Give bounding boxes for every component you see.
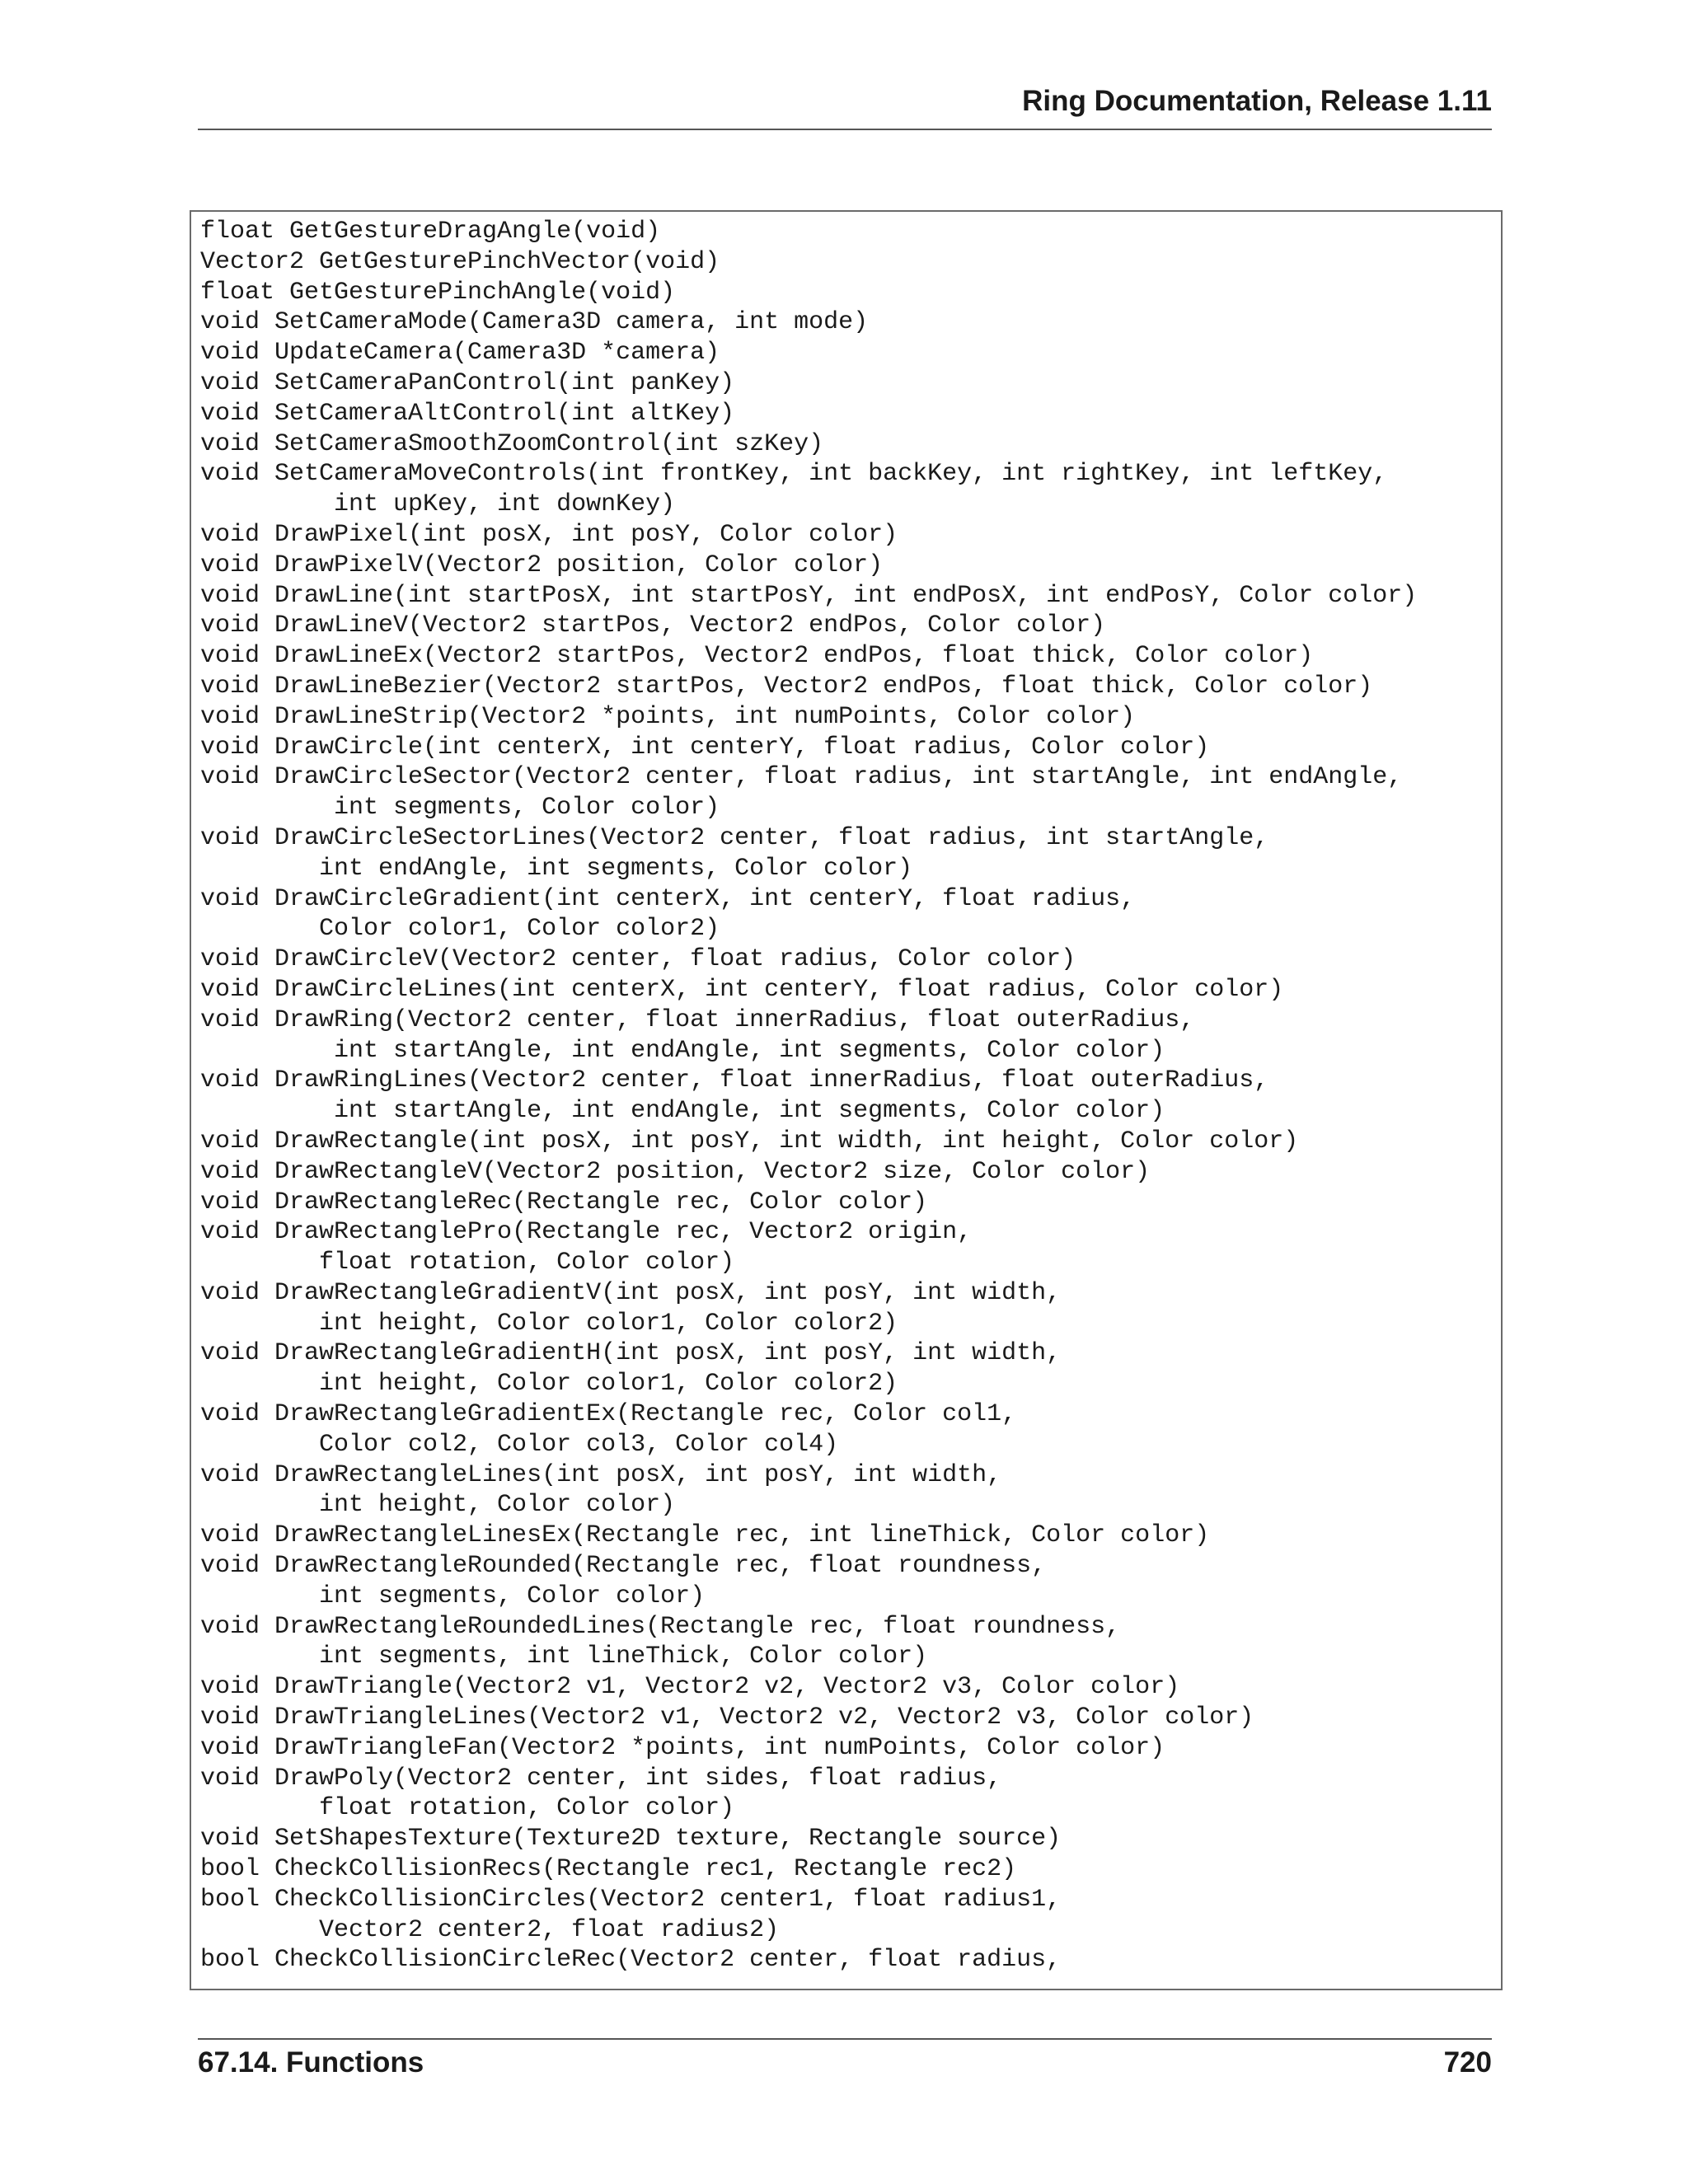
code-line: Color color1, Color color2) bbox=[200, 915, 720, 944]
code-line: void DrawCircleSectorLines(Vector2 center, float radius, int startAngle, bbox=[200, 823, 1269, 852]
page-header bbox=[198, 85, 1492, 130]
code-line: void DrawRectangleRoundedLines(Rectangle rec, float roundness, bbox=[200, 1612, 1121, 1641]
code-line: void DrawPixelV(Vector2 position, Color color) bbox=[200, 551, 884, 579]
code-line: Vector2 center2, float radius2) bbox=[200, 1915, 780, 1944]
code-line: void SetCameraMoveControls(int frontKey, int backKey, int rightKey, int leftKey, bbox=[200, 460, 1388, 489]
code-line: void DrawLineBezier(Vector2 startPos, Vector2 endPos, float thick, Color color) bbox=[200, 672, 1373, 701]
page-footer bbox=[198, 2038, 1492, 2079]
code-line: void SetShapesTexture(Texture2D texture, Rectangle source) bbox=[200, 1825, 1062, 1854]
code-line: int segments, int lineThick, Color color) bbox=[200, 1643, 928, 1671]
code-line: void SetCameraSmoothZoomControl(int szKey) bbox=[200, 429, 824, 458]
code-lines bbox=[200, 217, 1417, 1975]
code-line: int segments, Color color) bbox=[200, 1582, 706, 1610]
code-line: void DrawCircleSector(Vector2 center, float radius, int startAngle, int endAngle, bbox=[200, 763, 1403, 792]
code-line: void DrawCircleLines(int centerX, int centerY, float radius, Color color) bbox=[200, 975, 1284, 1004]
document-title: Ring Documentation, Release 1.11 bbox=[1022, 85, 1492, 117]
code-line: void DrawRectangleGradientEx(Rectangle rec, Color col1, bbox=[200, 1400, 1017, 1429]
code-line: void SetCameraAltControl(int altKey) bbox=[200, 399, 735, 428]
code-line: bool CheckCollisionCircleRec(Vector2 center, float radius, bbox=[200, 1946, 1062, 1975]
code-line: Color col2, Color col3, Color col4) bbox=[200, 1430, 839, 1459]
code-line: float GetGestureDragAngle(void) bbox=[200, 218, 661, 246]
code-line: int height, Color color1, Color color2) bbox=[200, 1309, 898, 1338]
code-line: void UpdateCamera(Camera3D *camera) bbox=[200, 339, 720, 368]
code-line: void DrawTriangleFan(Vector2 *points, int numPoints, Color color) bbox=[200, 1733, 1165, 1762]
code-line: void DrawRectangleGradientV(int posX, int posY, int width, bbox=[200, 1278, 1062, 1307]
code-line: void DrawLineStrip(Vector2 *points, int numPoints, Color color) bbox=[200, 702, 1136, 731]
code-line: int startAngle, int endAngle, int segments, Color color) bbox=[200, 1036, 1165, 1065]
page-number: 720 bbox=[1443, 2046, 1492, 2079]
code-line: void DrawPoly(Vector2 center, int sides, float radius, bbox=[200, 1764, 1002, 1793]
code-line: void DrawRectangleRounded(Rectangle rec, float roundness, bbox=[200, 1552, 1047, 1581]
code-line: void DrawRectangleLinesEx(Rectangle rec, int lineThick, Color color) bbox=[200, 1521, 1210, 1550]
code-line: void DrawRectangleV(Vector2 position, Vector2 size, Color color) bbox=[200, 1157, 1151, 1186]
code-line: void DrawRectanglePro(Rectangle rec, Vector2 origin, bbox=[200, 1218, 973, 1247]
code-line: float rotation, Color color) bbox=[200, 1249, 735, 1277]
section-title: 67.14. Functions bbox=[198, 2046, 424, 2079]
code-line: bool CheckCollisionRecs(Rectangle rec1, Rectangle rec2) bbox=[200, 1855, 1017, 1884]
code-line: void SetCameraPanControl(int panKey) bbox=[200, 368, 735, 397]
code-line: void DrawTriangle(Vector2 v1, Vector2 v2, Vector2 v3, Color color) bbox=[200, 1673, 1180, 1702]
code-line: void DrawTriangleLines(Vector2 v1, Vector2 v2, Vector2 v3, Color color) bbox=[200, 1704, 1254, 1732]
code-line: int upKey, int downKey) bbox=[200, 490, 676, 519]
code-line: int startAngle, int endAngle, int segments, Color color) bbox=[200, 1097, 1165, 1126]
code-line: int height, Color color) bbox=[200, 1491, 676, 1520]
code-line: void SetCameraMode(Camera3D camera, int mode) bbox=[200, 308, 869, 337]
code-line: void DrawLineEx(Vector2 startPos, Vector2 endPos, float thick, Color color) bbox=[200, 642, 1314, 671]
code-line: Vector2 GetGesturePinchVector(void) bbox=[200, 247, 720, 276]
code-line: void DrawRectangleLines(int posX, int posY, int width, bbox=[200, 1460, 1002, 1489]
code-line: void DrawCircleGradient(int centerX, int centerY, float radius, bbox=[200, 884, 1136, 913]
code-line: int segments, Color color) bbox=[200, 794, 720, 823]
code-line: int endAngle, int segments, Color color) bbox=[200, 854, 913, 883]
code-line: void DrawRectangleGradientH(int posX, int posY, int width, bbox=[200, 1339, 1062, 1368]
code-line: int height, Color color1, Color color2) bbox=[200, 1370, 898, 1399]
code-line: void DrawCircle(int centerX, int centerY, float radius, Color color) bbox=[200, 733, 1210, 762]
code-line: void DrawRectangleRec(Rectangle rec, Color color) bbox=[200, 1188, 928, 1216]
code-line: void DrawRectangle(int posX, int posY, int width, int height, Color color) bbox=[200, 1127, 1299, 1155]
code-block bbox=[190, 210, 1503, 1990]
code-line: void DrawRing(Vector2 center, float innerRadius, float outerRadius, bbox=[200, 1005, 1195, 1034]
code-line: float rotation, Color color) bbox=[200, 1794, 735, 1823]
code-line: void DrawPixel(int posX, int posY, Color color) bbox=[200, 520, 898, 549]
code-line: bool CheckCollisionCircles(Vector2 center1, float radius1, bbox=[200, 1885, 1062, 1914]
code-line: void DrawRingLines(Vector2 center, float innerRadius, float outerRadius, bbox=[200, 1066, 1269, 1095]
code-line: void DrawLine(int startPosX, int startPosY, int endPosX, int endPosY, Color color) bbox=[200, 581, 1418, 610]
code-line: void DrawLineV(Vector2 startPos, Vector2 endPos, Color color) bbox=[200, 612, 1106, 640]
code-line: float GetGesturePinchAngle(void) bbox=[200, 278, 676, 307]
code-line: void DrawCircleV(Vector2 center, float radius, Color color) bbox=[200, 945, 1076, 974]
